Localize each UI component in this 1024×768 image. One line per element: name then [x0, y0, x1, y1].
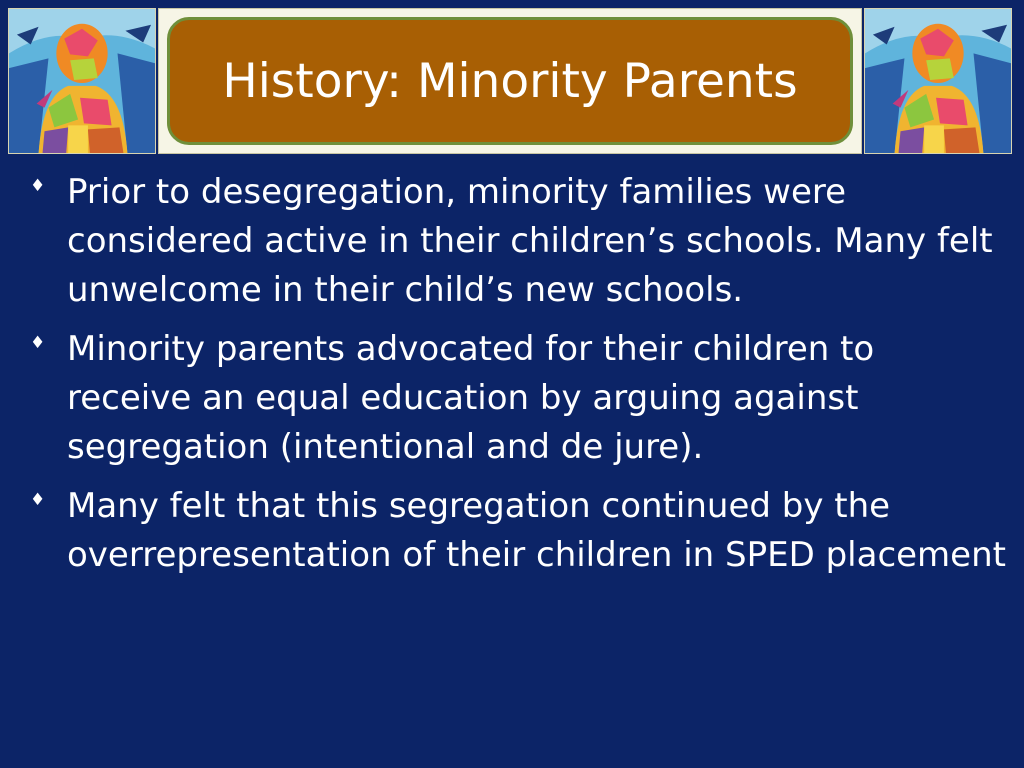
bullet-text: Prior to desegregation, minority families were considered active in their children’s schools. Many felt unwelcome in their child’s new schools.: [67, 172, 993, 310]
mosaic-figure-image-right: [864, 8, 1012, 154]
bullet-item: [26, 482, 1006, 580]
diamond-bullet-icon: ♦: [30, 490, 46, 510]
diamond-bullet-icon: ♦: [30, 333, 46, 353]
bullet-text: Many felt that this segregation continued by the overrepresentation of their children in SPED placement: [67, 486, 1006, 575]
bullet-text: Minority parents advocated for their children to receive an equal education by arguing against segregation (intentional and de jure).: [67, 329, 875, 467]
bullet-item: [26, 168, 1006, 315]
diamond-bullet-icon: ♦: [30, 176, 46, 196]
title-frame: [158, 8, 862, 154]
bullet-list: [26, 168, 1006, 590]
slide-title: History: Minority Parents: [222, 53, 798, 109]
title-box: [167, 17, 853, 145]
mosaic-figure-image-left: [8, 8, 156, 154]
bullet-item: [26, 325, 1006, 472]
